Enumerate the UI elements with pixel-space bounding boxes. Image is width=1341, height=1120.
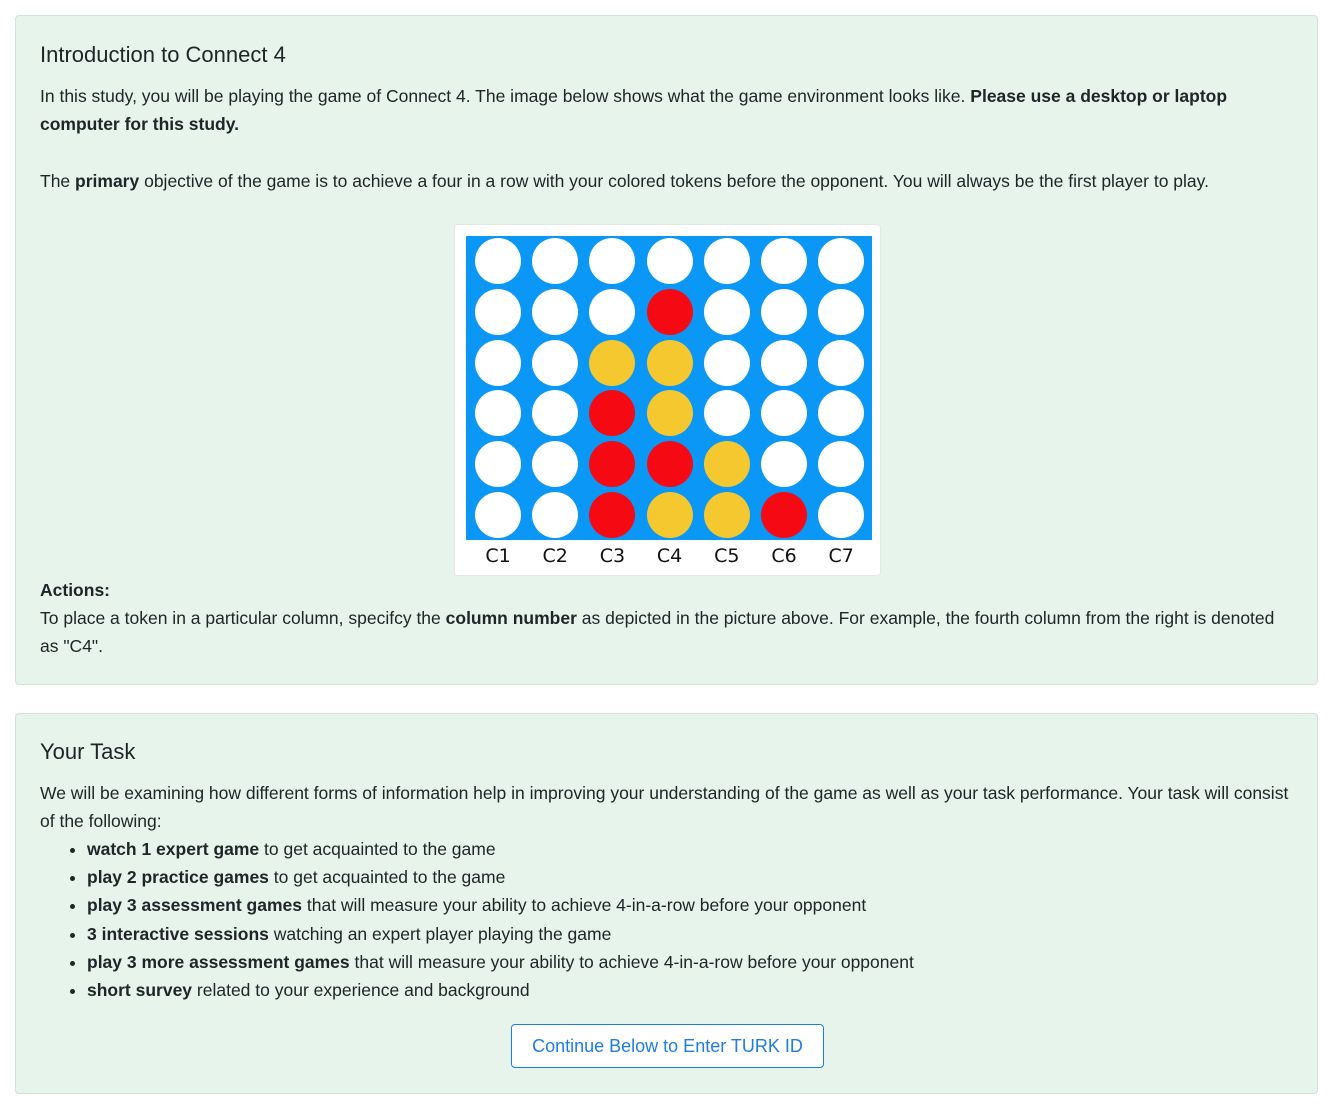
task-item-bold: play 3 more assessment games — [87, 951, 350, 972]
actions-post: as depicted in the picture above. For example, the fourth column from the right is denoted as "C4". — [40, 608, 1275, 656]
connect4-board — [466, 236, 872, 540]
intro-p1-text: In this study, you will be playing the game of Connect 4. The image below shows what the game environment looks like. — [40, 86, 971, 106]
column-label: C3 — [599, 545, 626, 567]
board-cell-red — [589, 390, 635, 436]
intro-p1-bold: Please use a desktop or laptop computer for this study. — [40, 86, 1228, 134]
actions-section — [40, 576, 1293, 660]
task-item-text: watching an expert player playing the game — [268, 923, 612, 944]
task-card — [15, 713, 1318, 1094]
task-list-item — [87, 948, 1293, 976]
board-cell-empty — [761, 390, 807, 436]
actions-pre: To place a token in a particular column, specifcy the — [40, 608, 446, 628]
task-list-item — [87, 976, 1293, 1004]
board-cell-red — [761, 492, 807, 538]
task-list-item — [87, 863, 1293, 891]
board-cell-empty — [475, 492, 521, 538]
game-board-image — [454, 224, 881, 576]
board-cell-empty — [704, 390, 750, 436]
task-item-bold: play 2 practice games — [87, 867, 269, 888]
intro-paragraph-1 — [40, 82, 1293, 138]
task-item-text: to get acquainted to the game — [268, 867, 506, 888]
task-list-item — [87, 835, 1293, 863]
board-cell-empty — [704, 289, 750, 335]
actions-bold: column number — [445, 608, 577, 628]
board-cell-empty — [532, 441, 578, 487]
board-cell-empty — [532, 238, 578, 284]
board-cell-empty — [818, 289, 864, 335]
board-cell-empty — [532, 340, 578, 386]
task-list — [40, 835, 1293, 1004]
continue-button[interactable]: Continue Below to Enter TURK ID — [511, 1024, 824, 1068]
task-section — [40, 779, 1293, 1004]
task-item-text: related to your experience and background — [192, 980, 530, 1001]
column-label: C5 — [714, 545, 740, 567]
board-cell-yellow — [647, 390, 693, 436]
board-cell-yellow — [647, 492, 693, 538]
board-cell-empty — [647, 238, 693, 284]
board-cell-empty — [818, 340, 864, 386]
board-cell-yellow — [704, 441, 750, 487]
board-cell-empty — [532, 289, 578, 335]
board-cell-empty — [475, 441, 521, 487]
task-intro: We will be examining how different forms of information help in improving your understanding of the game as well as your task performance. Your task will consist of the following: — [40, 783, 1289, 831]
intro-title: Introduction to Connect 4 — [40, 42, 286, 67]
board-cell-empty — [532, 390, 578, 436]
board-cell-red — [647, 289, 693, 335]
board-cell-empty — [475, 390, 521, 436]
task-item-bold: 3 interactive sessions — [87, 923, 269, 944]
intro-card — [15, 15, 1318, 685]
board-cell-empty — [704, 238, 750, 284]
task-list-item — [87, 891, 1293, 919]
board-cell-empty — [761, 340, 807, 386]
task-item-bold: play 3 assessment games — [87, 895, 302, 916]
board-cell-empty — [761, 238, 807, 284]
task-item-bold: short survey — [87, 980, 193, 1001]
board-cell-empty — [761, 441, 807, 487]
board-cell-empty — [818, 492, 864, 538]
board-cell-empty — [475, 340, 521, 386]
column-label: C2 — [542, 545, 568, 567]
board-cell-red — [589, 492, 635, 538]
board-cell-empty — [761, 289, 807, 335]
intro-p2-bold: primary — [75, 171, 140, 191]
board-cell-empty — [475, 238, 521, 284]
actions-heading: Actions: — [40, 580, 110, 600]
task-item-bold: watch 1 expert game — [87, 839, 260, 859]
board-cell-yellow — [589, 340, 635, 386]
task-item-text: that will measure your ability to achieve 4-in-a-row before your opponent — [349, 951, 914, 972]
task-list-item — [87, 920, 1293, 948]
board-cell-empty — [589, 238, 635, 284]
board-cell-empty — [818, 390, 864, 436]
task-title: Your Task — [40, 739, 136, 764]
board-cell-yellow — [704, 492, 750, 538]
task-item-text: that will measure your ability to achieve 4-in-a-row before your opponent — [302, 895, 867, 916]
board-cell-empty — [532, 492, 578, 538]
board-cell-empty — [589, 289, 635, 335]
board-cell-red — [647, 441, 693, 487]
task-item-text: to get acquainted to the game — [259, 839, 496, 859]
board-cell-empty — [475, 289, 521, 335]
board-cell-red — [589, 441, 635, 487]
column-label: C7 — [828, 545, 854, 567]
intro-paragraph-2 — [40, 167, 1293, 195]
column-label: C4 — [656, 545, 683, 567]
board-cell-empty — [818, 441, 864, 487]
board-cell-yellow — [647, 340, 693, 386]
board-cell-empty — [818, 238, 864, 284]
board-cell-empty — [704, 340, 750, 386]
intro-p2-pre: The — [40, 171, 76, 191]
intro-p2-post: objective of the game is to achieve a four in a row with your colored tokens before the opponent. You will always be the first player to play. — [139, 171, 1209, 191]
column-label: C6 — [771, 545, 797, 567]
column-label: C1 — [485, 545, 511, 567]
